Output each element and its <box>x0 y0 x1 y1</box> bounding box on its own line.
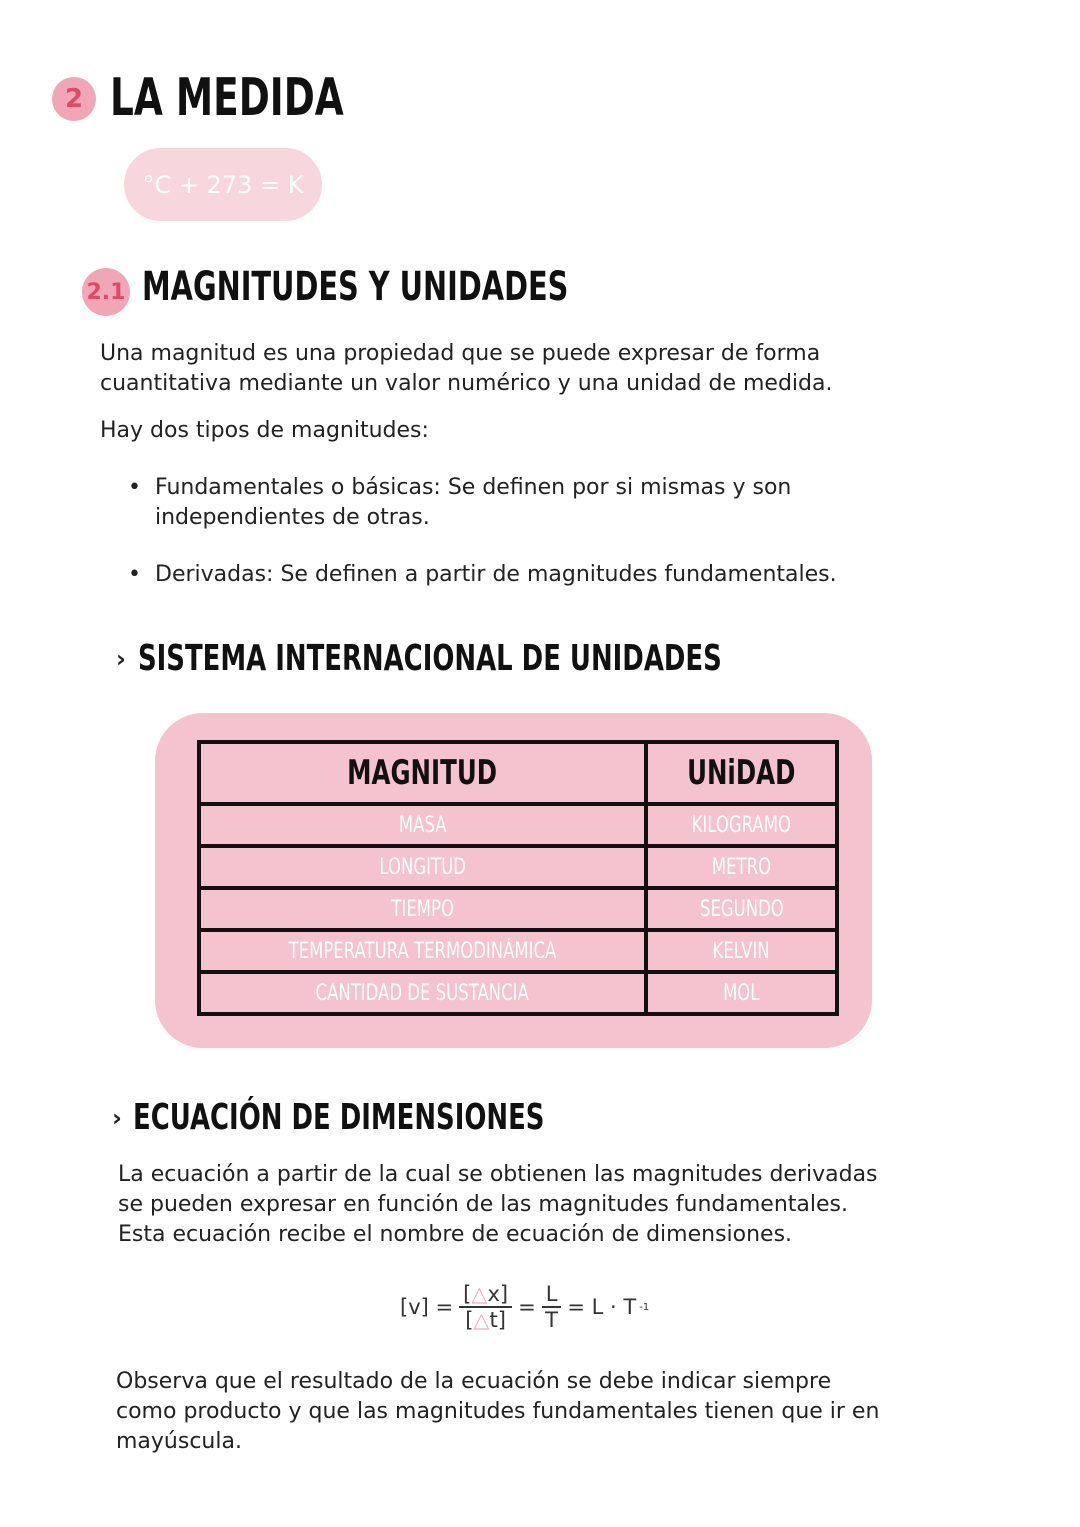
delta-icon: △ <box>471 1282 488 1306</box>
bullet-item: • Fundamentales o básicas: Se definen por si mismas y son independientes de otras. <box>128 473 791 533</box>
dim-line: se pueden expresar en función de las magnitudes fundamentales. <box>118 1192 848 1217</box>
cell <box>199 804 646 846</box>
table-row <box>199 930 837 972</box>
denominator: [△t] <box>465 1308 506 1332</box>
bullet-text: Derivadas: Se definen a partir de magnitudes fundamentales. <box>155 562 837 587</box>
bullet-item: • Derivadas: Se definen a partir de magnitudes fundamentales. <box>128 560 837 590</box>
cell <box>646 888 837 930</box>
cell <box>646 972 837 1014</box>
dim-line: La ecuación a partir de la cual se obtienen las magnitudes derivadas <box>118 1162 878 1187</box>
table-row <box>199 888 837 930</box>
delta-icon: △ <box>473 1308 490 1332</box>
note-line: Observa que el resultado de la ecuación se debe indicar siempre <box>116 1369 832 1394</box>
fraction-dx-dt <box>459 1282 512 1332</box>
dimension-equation <box>400 1282 649 1332</box>
dim-paragraph <box>118 1160 878 1250</box>
header-label: UNiDAD <box>687 753 796 793</box>
header-label: MAGNITUD <box>347 753 498 793</box>
cell-text: TEMPERATURA TERMODINÁMICA <box>288 938 557 964</box>
si-table <box>197 740 839 1016</box>
header-unidad <box>646 742 837 804</box>
si-title: SISTEMA INTERNACIONAL DE UNIDADES <box>138 638 722 679</box>
note-paragraph <box>116 1367 879 1457</box>
denominator-text: t] <box>489 1308 506 1332</box>
cell <box>646 930 837 972</box>
numerator: L <box>542 1282 562 1308</box>
cell <box>199 888 646 930</box>
table-header-row <box>199 742 837 804</box>
cell <box>199 930 646 972</box>
dim-line: Esta ecuación recibe el nombre de ecuación de dimensiones. <box>118 1222 793 1247</box>
fraction-l-t <box>542 1282 562 1332</box>
formula-pill: °C + 273 = K <box>124 148 322 221</box>
intro-line: Una magnitud es una propiedad que se puede expresar de forma <box>100 341 821 366</box>
cell <box>646 804 837 846</box>
dim-title: ECUACIÓN DE DIMENSIONES <box>133 1097 545 1138</box>
cell-text: MOL <box>723 980 760 1006</box>
eq-rhs: = L · T <box>567 1295 637 1319</box>
bullet-text: Fundamentales o básicas: Se definen por si mismas y son <box>155 475 792 500</box>
section-number-badge: 2 <box>52 77 96 121</box>
cell <box>199 972 646 1014</box>
denominator: T <box>545 1308 558 1332</box>
cell <box>646 846 837 888</box>
table-row <box>199 972 837 1014</box>
header-magnitud <box>199 742 646 804</box>
types-intro: Hay dos tipos de magnitudes: <box>100 418 429 443</box>
section-title: LA MEDIDA <box>110 68 344 128</box>
cell-text: KILOGRAMO <box>691 812 792 838</box>
table-row <box>199 804 837 846</box>
bullet-text: independientes de otras. <box>155 505 430 530</box>
cell-text: CANTIDAD DE SUSTANCIA <box>315 980 530 1006</box>
subsection-title: MAGNITUDES Y UNIDADES <box>142 264 569 310</box>
numerator: [△x] <box>459 1282 512 1308</box>
note-line: mayúscula. <box>116 1429 242 1454</box>
exponent: -1 <box>639 1301 650 1313</box>
eq-lhs: [v] = <box>400 1295 454 1319</box>
intro-line: cuantitativa mediante un valor numérico y una unidad de medida. <box>100 371 833 396</box>
equals: = <box>518 1295 536 1319</box>
cell-text: SEGUNDO <box>699 896 784 922</box>
numerator-text: x] <box>487 1282 509 1306</box>
cell-text: LONGITUD <box>379 854 466 880</box>
note-line: como producto y que las magnitudes fundamentales tienen que ir en <box>116 1399 880 1424</box>
chevron-icon: › <box>112 1104 122 1132</box>
cell-text: METRO <box>711 854 771 880</box>
cell <box>199 846 646 888</box>
cell-text: TIEMPO <box>391 896 454 922</box>
subsection-number-badge: 2.1 <box>82 268 130 316</box>
cell-text: MASA <box>398 812 447 838</box>
chevron-icon: › <box>116 645 126 673</box>
intro-paragraph <box>100 339 832 399</box>
cell-text: KELVIN <box>712 938 770 964</box>
table-row <box>199 846 837 888</box>
